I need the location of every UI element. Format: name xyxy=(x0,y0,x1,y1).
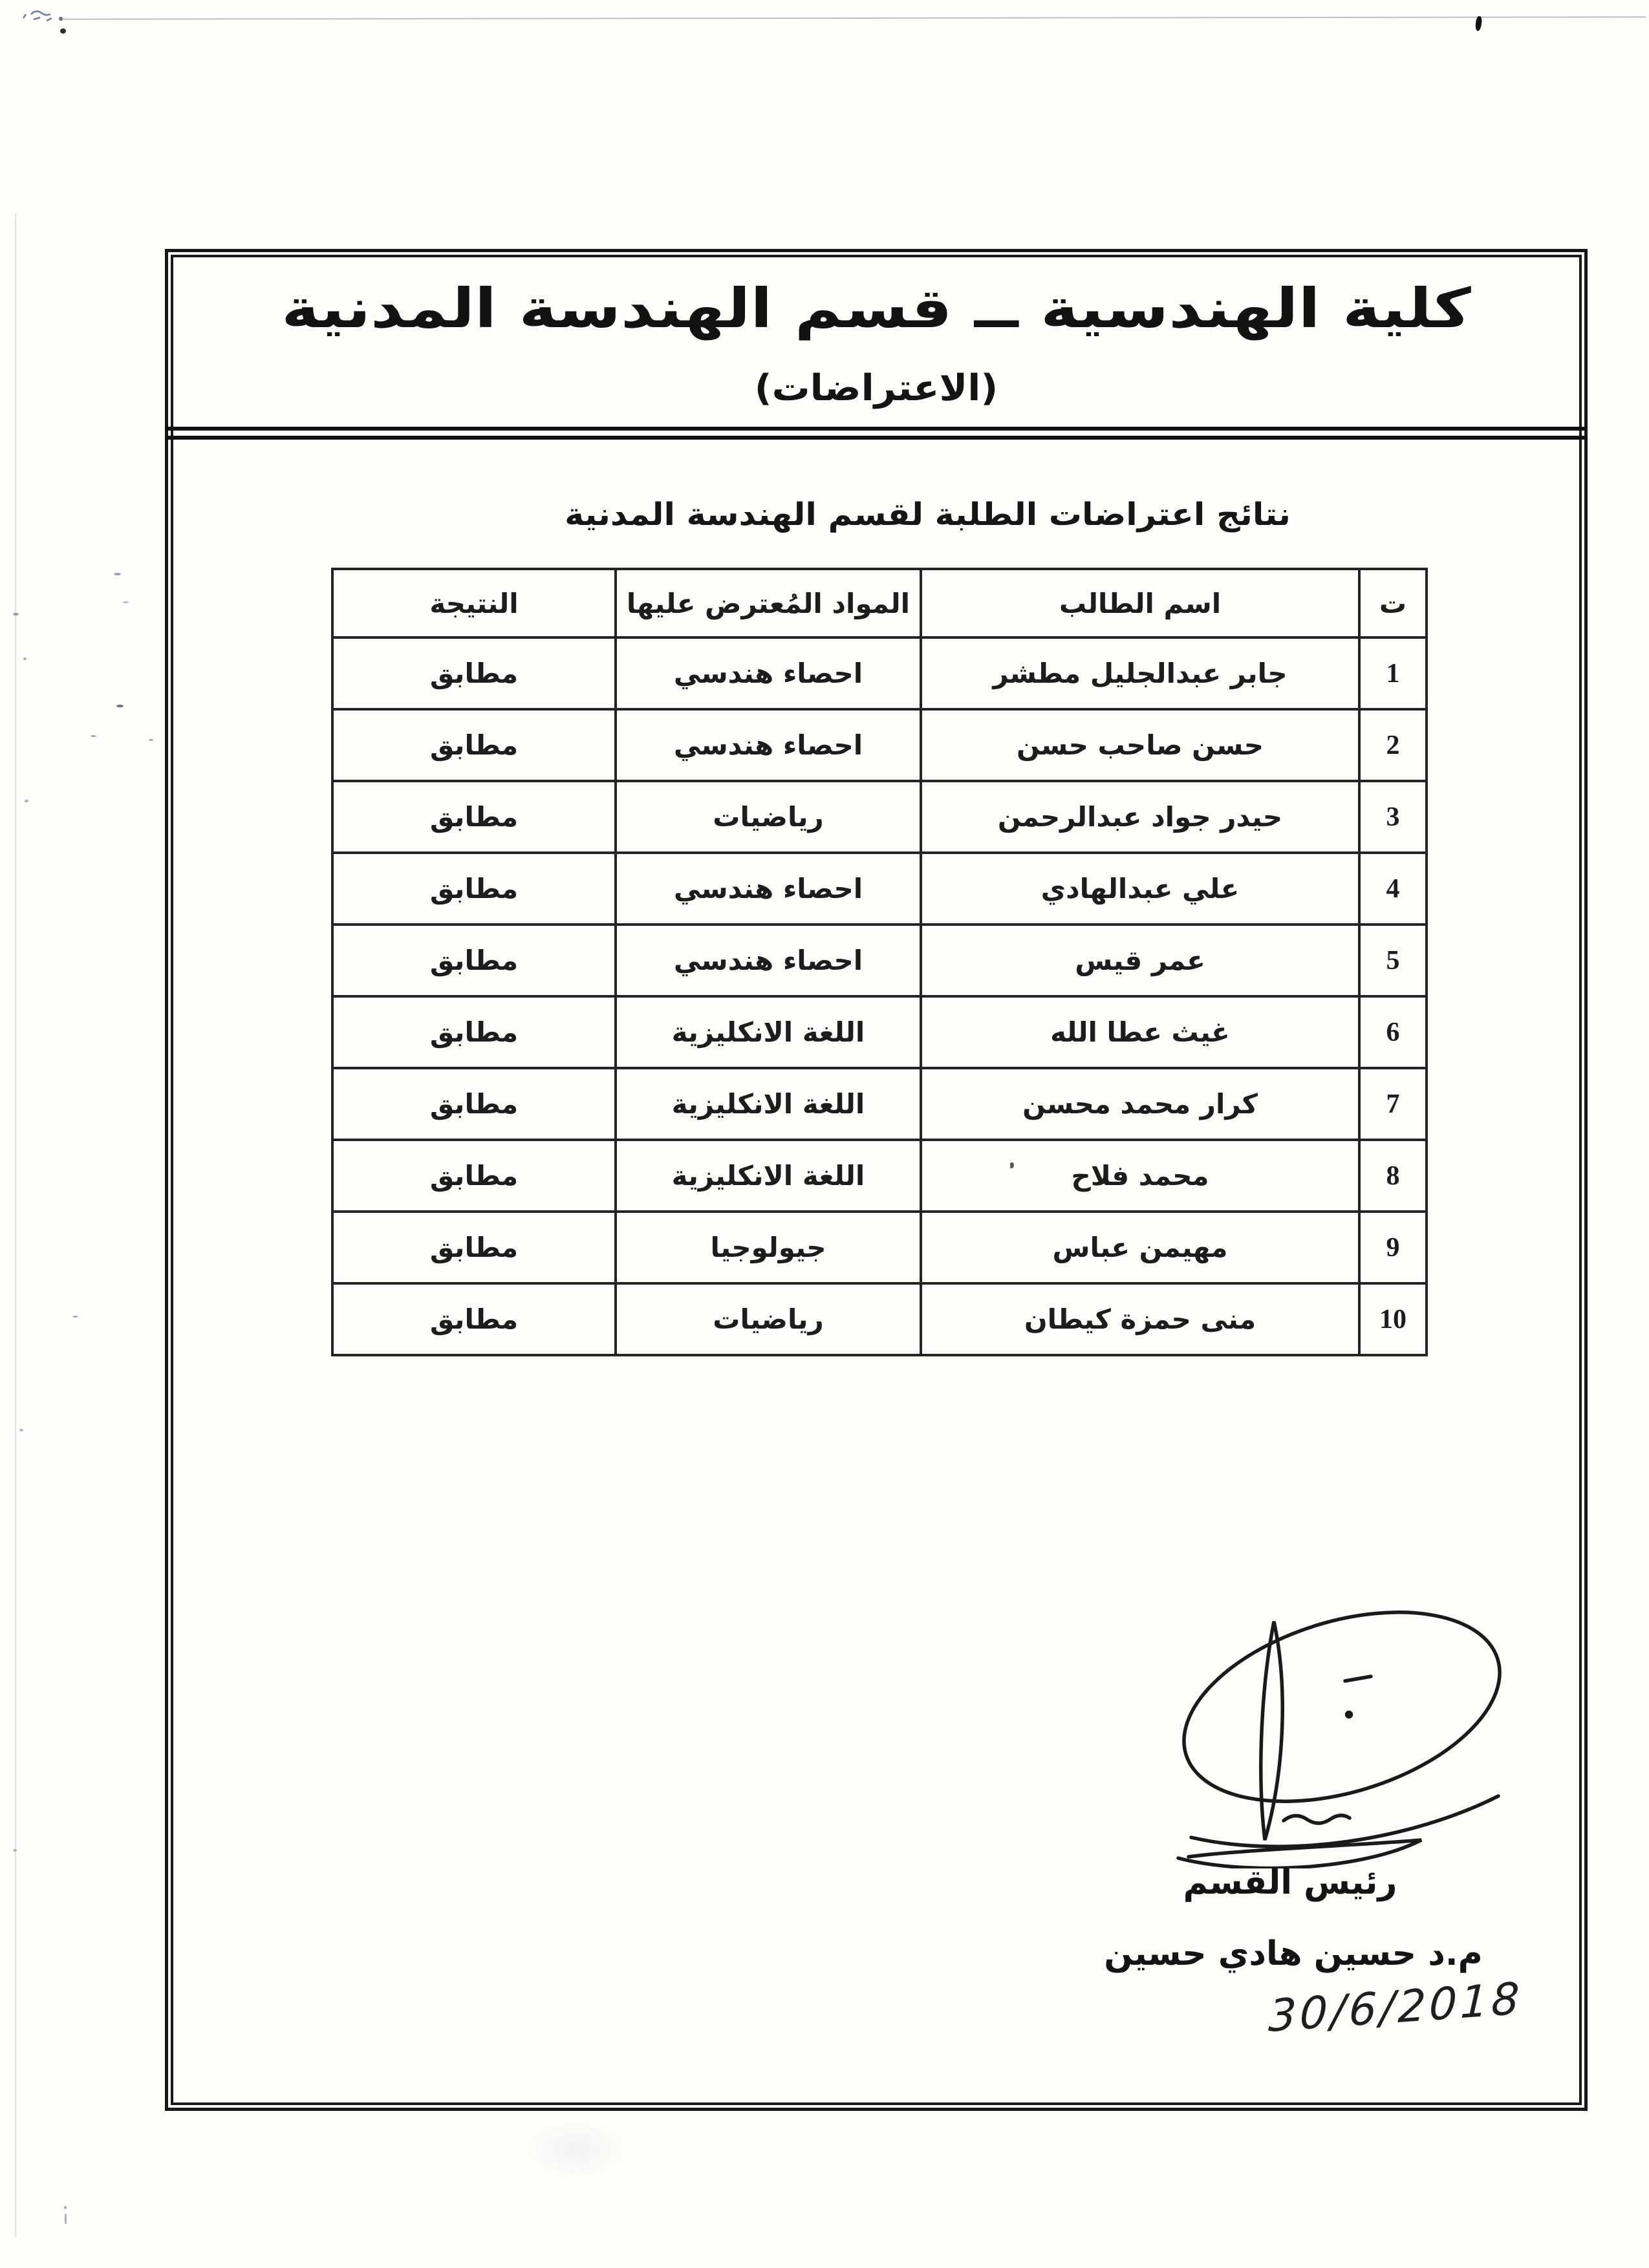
col-header-serial: ت xyxy=(1359,569,1427,637)
cell-student-name: حسن صاحب حسن xyxy=(921,709,1359,781)
cell-serial: 6 xyxy=(1359,996,1427,1068)
signature-drawing xyxy=(1151,1584,1513,1868)
scan-speck xyxy=(13,613,19,615)
document-subtitle: (الاعتراضات) xyxy=(754,367,998,409)
scan-speck xyxy=(72,1316,78,1318)
cell-subject: احصاء هندسي xyxy=(616,709,921,781)
cell-serial: 7 xyxy=(1359,1068,1427,1140)
cell-student-name: حيدر جواد عبدالرحمن xyxy=(921,781,1359,853)
cell-subject: اللغة الانكليزية xyxy=(616,1068,921,1140)
table-row xyxy=(332,925,1427,996)
cell-result: مطابق xyxy=(332,853,616,925)
cell-result: مطابق xyxy=(332,1140,616,1212)
scan-edge-shadow xyxy=(15,213,16,2237)
cell-student-name: محمد فلاح xyxy=(921,1140,1359,1212)
scan-speck xyxy=(25,800,28,802)
scan-speck xyxy=(65,2214,67,2224)
table-row xyxy=(332,637,1427,709)
cell-subject: جيولوجيا xyxy=(616,1212,921,1283)
cell-student-name: عمر قيس xyxy=(921,925,1359,996)
document-border-frame xyxy=(165,249,1588,2111)
signature-date: 30/6/2018 xyxy=(1267,1973,1524,2042)
table-row xyxy=(332,1068,1427,1140)
cell-serial: 1 xyxy=(1359,637,1427,709)
cell-subject: رياضيات xyxy=(616,1283,921,1355)
header-divider-rule xyxy=(165,427,1588,440)
cell-serial: 10 xyxy=(1359,1283,1427,1355)
cell-student-name: منى حمزة كيطان xyxy=(921,1283,1359,1355)
signature-name: م.د حسين هادي حسين xyxy=(1104,1934,1483,1973)
cell-student-name: علي عبدالهادي xyxy=(921,853,1359,925)
scan-speck xyxy=(149,739,153,741)
scan-speck xyxy=(123,601,129,603)
scan-speck xyxy=(114,573,121,575)
cell-serial: 3 xyxy=(1359,781,1427,853)
scan-speck xyxy=(19,1429,23,1431)
cell-subject: اللغة الانكليزية xyxy=(616,1140,921,1212)
table-header-row xyxy=(332,569,1427,637)
cell-serial: 8 xyxy=(1359,1140,1427,1212)
cell-result: مطابق xyxy=(332,1283,616,1355)
table-row xyxy=(332,1140,1427,1212)
table-container xyxy=(331,568,1428,1356)
cell-result: مطابق xyxy=(332,709,616,781)
scan-speck xyxy=(13,1849,17,1852)
col-header-student-name: اسم الطالب xyxy=(921,569,1359,637)
col-header-result: النتيجة xyxy=(332,569,616,637)
cell-student-name: كرار محمد محسن xyxy=(921,1068,1359,1140)
cell-student-name: مهيمن عباس xyxy=(921,1212,1359,1283)
scan-ink-mark xyxy=(1475,16,1483,32)
cell-result: مطابق xyxy=(332,637,616,709)
cell-subject: رياضيات xyxy=(616,781,921,853)
cell-subject: احصاء هندسي xyxy=(616,925,921,996)
cell-student-name: جابر عبدالجليل مطشر xyxy=(921,637,1359,709)
table-row xyxy=(332,781,1427,853)
table-row xyxy=(332,709,1427,781)
table-row xyxy=(332,1283,1427,1355)
scan-speck xyxy=(64,2206,67,2209)
cell-serial: 5 xyxy=(1359,925,1427,996)
cell-result: مطابق xyxy=(332,1068,616,1140)
scan-speck xyxy=(60,28,66,34)
cell-subject: احصاء هندسي xyxy=(616,853,921,925)
cell-result: مطابق xyxy=(332,781,616,853)
table-row xyxy=(332,853,1427,925)
scan-hairline xyxy=(61,16,1646,19)
cell-serial: 9 xyxy=(1359,1212,1427,1283)
scan-smudge xyxy=(504,2108,647,2192)
cell-serial: 4 xyxy=(1359,853,1427,925)
signature-role: رئيس القسم xyxy=(1183,1863,1397,1902)
cell-serial: 2 xyxy=(1359,709,1427,781)
cell-result: مطابق xyxy=(332,925,616,996)
cell-student-name: غيث عطا الله xyxy=(921,996,1359,1068)
scan-speck xyxy=(91,735,96,737)
col-header-objected-subjects: المواد المُعترض عليها xyxy=(616,569,921,637)
objections-table xyxy=(331,568,1428,1356)
table-row xyxy=(332,1212,1427,1283)
scan-speck xyxy=(23,658,27,660)
table-row xyxy=(332,996,1427,1068)
document-title: كلية الهندسية ــ قسم الهندسة المدنية xyxy=(281,277,1471,340)
cell-subject: احصاء هندسي xyxy=(616,637,921,709)
scan-speck xyxy=(116,705,124,707)
cell-result: مطابق xyxy=(332,996,616,1068)
table-body xyxy=(332,637,1427,1355)
table-title: نتائج اعتراضات الطلبة لقسم الهندسة المدنية xyxy=(565,497,1291,533)
cell-result: مطابق xyxy=(332,1212,616,1283)
scan-scribble xyxy=(18,4,70,30)
cell-subject: اللغة الانكليزية xyxy=(616,996,921,1068)
